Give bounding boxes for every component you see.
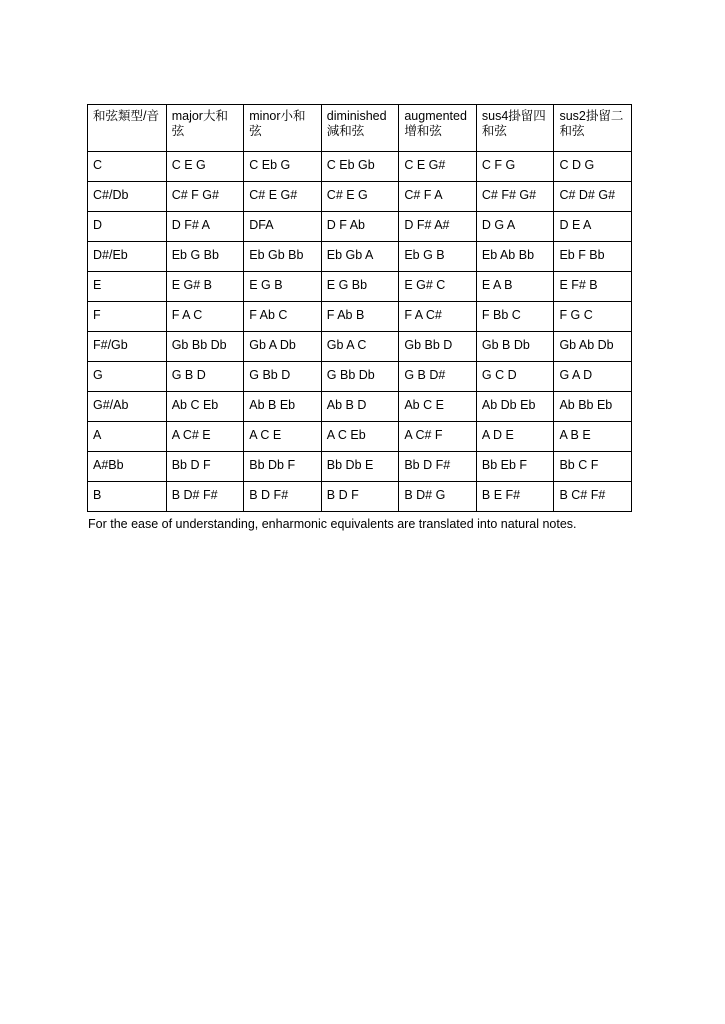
header-diminished: diminished減和弦 (321, 105, 399, 152)
cell-major: Gb Bb Db (166, 332, 244, 362)
cell-diminished: C Eb Gb (321, 152, 399, 182)
cell-minor: Gb A Db (244, 332, 322, 362)
cell-sus4: Ab Db Eb (476, 392, 554, 422)
cell-diminished: Eb Gb A (321, 242, 399, 272)
header-root: 和弦類型/音 (88, 105, 167, 152)
cell-sus2: E F# B (554, 272, 632, 302)
table-row (88, 302, 632, 332)
cell-minor: Ab B Eb (244, 392, 322, 422)
cell-root-note: A (88, 422, 167, 452)
cell-minor: DFA (244, 212, 322, 242)
cell-sus4: G C D (476, 362, 554, 392)
cell-augmented: Bb D F# (399, 452, 477, 482)
cell-augmented: A C# F (399, 422, 477, 452)
cell-minor: C# E G# (244, 182, 322, 212)
cell-sus2: C# D# G# (554, 182, 632, 212)
cell-minor: C Eb G (244, 152, 322, 182)
cell-root-note: G#/Ab (88, 392, 167, 422)
table-row (88, 212, 632, 242)
cell-root-note: C (88, 152, 167, 182)
cell-minor: F Ab C (244, 302, 322, 332)
cell-sus2: Gb Ab Db (554, 332, 632, 362)
cell-diminished: Bb Db E (321, 452, 399, 482)
cell-minor: Bb Db F (244, 452, 322, 482)
cell-augmented: C# F A (399, 182, 477, 212)
cell-minor: B D F# (244, 482, 322, 512)
cell-diminished: E G Bb (321, 272, 399, 302)
cell-root-note: C#/Db (88, 182, 167, 212)
cell-major: Eb G Bb (166, 242, 244, 272)
header-minor: minor小和弦 (244, 105, 322, 152)
cell-augmented: D F# A# (399, 212, 477, 242)
cell-sus4: Eb Ab Bb (476, 242, 554, 272)
cell-diminished: A C Eb (321, 422, 399, 452)
cell-diminished: D F Ab (321, 212, 399, 242)
cell-sus2: Eb F Bb (554, 242, 632, 272)
cell-sus4: A D E (476, 422, 554, 452)
cell-augmented: B D# G (399, 482, 477, 512)
cell-minor: G Bb D (244, 362, 322, 392)
header-row (88, 105, 632, 152)
cell-sus4: C F G (476, 152, 554, 182)
table-row (88, 152, 632, 182)
cell-major: A C# E (166, 422, 244, 452)
cell-diminished: F Ab B (321, 302, 399, 332)
cell-minor: A C E (244, 422, 322, 452)
cell-root-note: B (88, 482, 167, 512)
cell-root-note: D (88, 212, 167, 242)
table-row (88, 422, 632, 452)
cell-diminished: Gb A C (321, 332, 399, 362)
header-augmented: augmented增和弦 (399, 105, 477, 152)
cell-major: D F# A (166, 212, 244, 242)
table-row (88, 362, 632, 392)
table-row (88, 482, 632, 512)
cell-augmented: Ab C E (399, 392, 477, 422)
cell-minor: E G B (244, 272, 322, 302)
table-row (88, 182, 632, 212)
cell-sus4: C# F# G# (476, 182, 554, 212)
cell-diminished: Ab B D (321, 392, 399, 422)
cell-minor: Eb Gb Bb (244, 242, 322, 272)
header-major: major大和弦 (166, 105, 244, 152)
cell-sus4: F Bb C (476, 302, 554, 332)
table-row (88, 452, 632, 482)
cell-augmented: Eb G B (399, 242, 477, 272)
header-sus4: sus4掛留四和弦 (476, 105, 554, 152)
cell-sus2: D E A (554, 212, 632, 242)
cell-sus2: C D G (554, 152, 632, 182)
cell-root-note: D#/Eb (88, 242, 167, 272)
cell-sus4: D G A (476, 212, 554, 242)
cell-augmented: G B D# (399, 362, 477, 392)
cell-augmented: C E G# (399, 152, 477, 182)
cell-sus4: Gb B Db (476, 332, 554, 362)
cell-sus2: A B E (554, 422, 632, 452)
cell-sus2: Ab Bb Eb (554, 392, 632, 422)
cell-major: F A C (166, 302, 244, 332)
cell-root-note: G (88, 362, 167, 392)
cell-major: Ab C Eb (166, 392, 244, 422)
cell-diminished: C# E G (321, 182, 399, 212)
cell-major: C# F G# (166, 182, 244, 212)
cell-major: G B D (166, 362, 244, 392)
cell-sus2: Bb C F (554, 452, 632, 482)
cell-root-note: F (88, 302, 167, 332)
cell-major: Bb D F (166, 452, 244, 482)
cell-major: E G# B (166, 272, 244, 302)
cell-augmented: E G# C (399, 272, 477, 302)
cell-augmented: F A C# (399, 302, 477, 332)
table-row (88, 332, 632, 362)
footnote: For the ease of understanding, enharmonic equivalents are translated into natural notes. (88, 517, 577, 531)
cell-sus4: E A B (476, 272, 554, 302)
cell-diminished: G Bb Db (321, 362, 399, 392)
cell-sus2: F G C (554, 302, 632, 332)
header-sus2: sus2掛留二和弦 (554, 105, 632, 152)
table-row (88, 272, 632, 302)
cell-major: B D# F# (166, 482, 244, 512)
cell-root-note: F#/Gb (88, 332, 167, 362)
cell-augmented: Gb Bb D (399, 332, 477, 362)
cell-sus4: Bb Eb F (476, 452, 554, 482)
cell-diminished: B D F (321, 482, 399, 512)
chord-table-body (88, 152, 632, 512)
cell-root-note: A#Bb (88, 452, 167, 482)
table-row (88, 242, 632, 272)
cell-sus2: G A D (554, 362, 632, 392)
table-row (88, 392, 632, 422)
chord-table (87, 104, 632, 512)
cell-sus4: B E F# (476, 482, 554, 512)
cell-major: C E G (166, 152, 244, 182)
cell-sus2: B C# F# (554, 482, 632, 512)
cell-root-note: E (88, 272, 167, 302)
chord-table-header (88, 105, 632, 152)
